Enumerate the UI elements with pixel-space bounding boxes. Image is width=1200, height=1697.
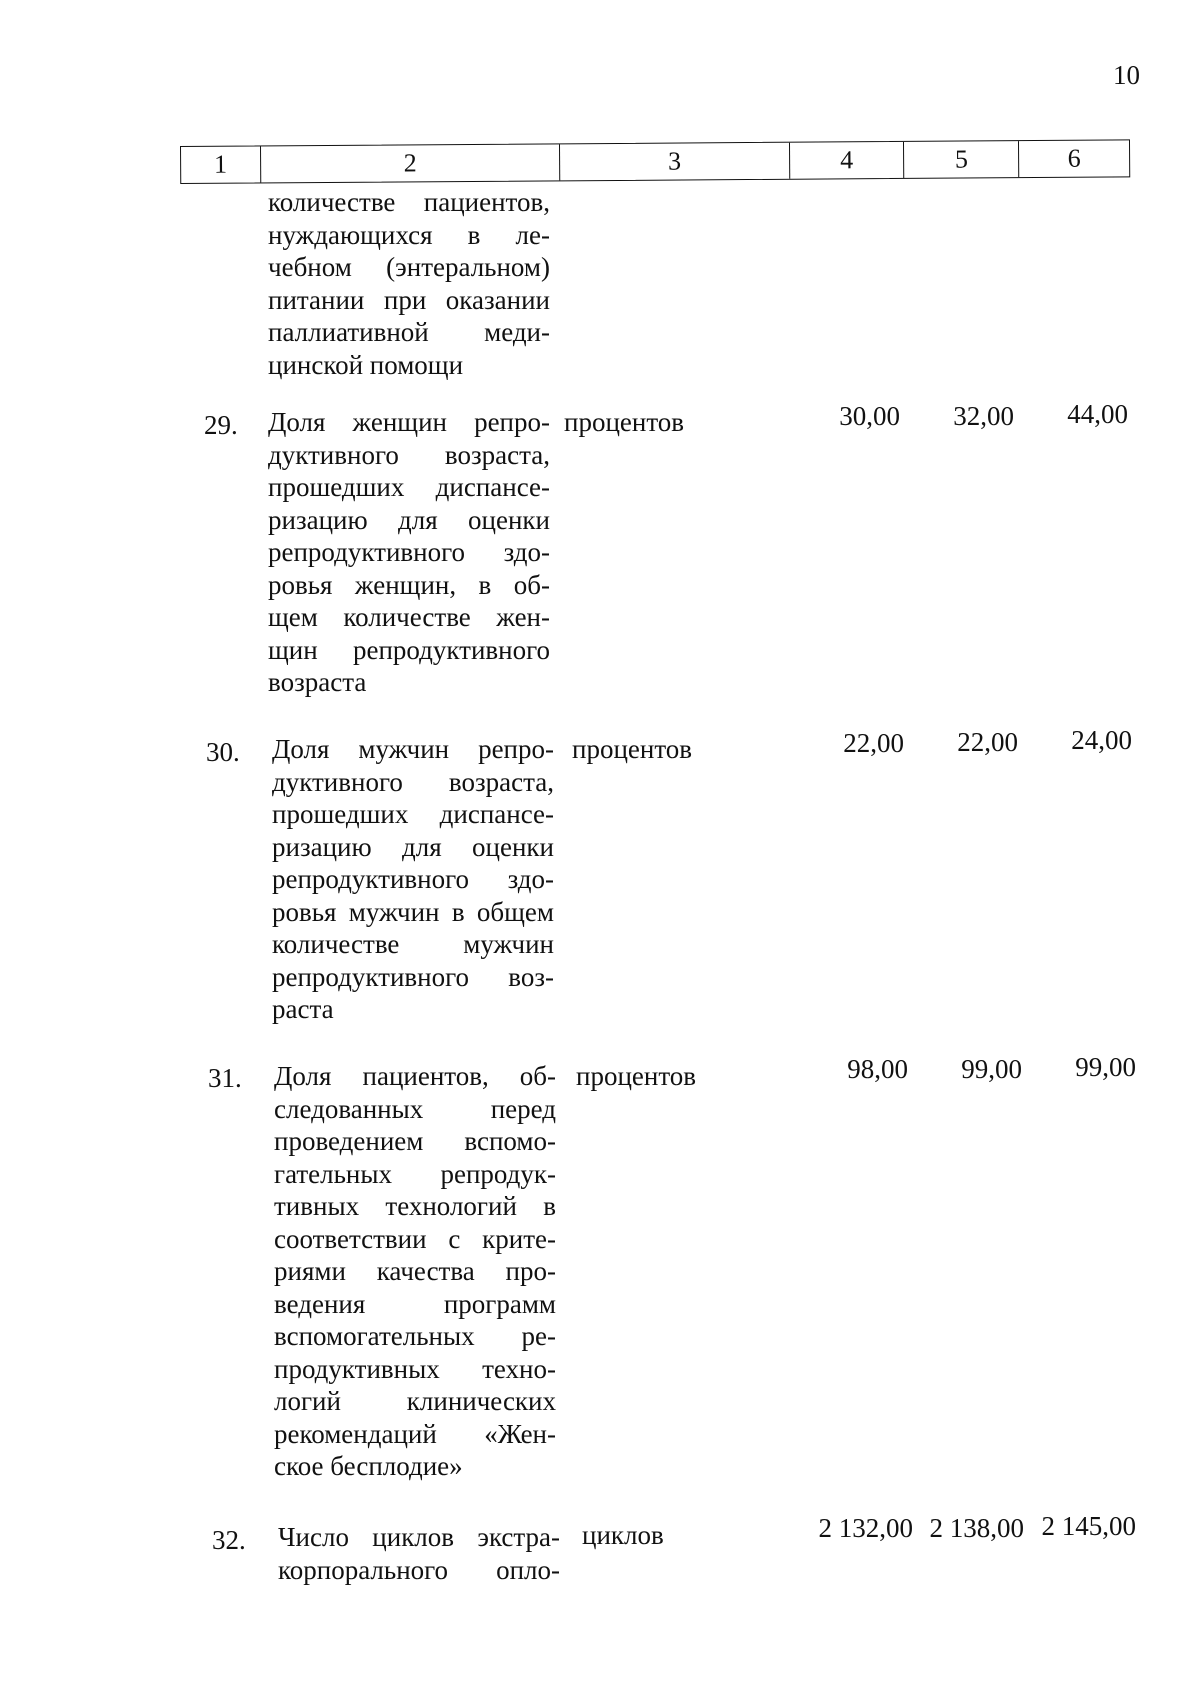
text-line: нуждающихся в ле- [268,219,550,250]
row-value-col6: 99,00 [1075,1052,1136,1082]
row-number: 30. [206,737,240,767]
header-col-1: 1 [181,146,261,183]
row-number: 29. [204,410,238,440]
text-line: прошедших диспансе- [272,799,554,829]
row-value-col4: 98,00 [847,1054,908,1084]
text-line: щем количестве жен- [268,602,550,632]
row-description [268,406,550,699]
text-line: количестве пациентов, [268,187,550,217]
text-line: Доля женщин репро- [268,407,550,437]
text-line: дуктивного возраста, [268,439,550,470]
text-line: чебном (энтеральном) [268,252,550,282]
row-value-col4: 2 132,00 [818,1513,913,1543]
row-unit: процентов [572,734,693,764]
header-col-6: 6 [1067,143,1081,173]
text-line: рекомендаций «Жен- [274,1418,556,1449]
row-description [272,733,554,1026]
text-line: соответствии с крите- [274,1223,556,1254]
row-number: 32. [212,1525,246,1555]
row-value-col4: 30,00 [839,401,900,431]
text-line: тивных технологий в [274,1191,556,1221]
row-unit: циклов [582,1520,664,1550]
text-line: гательных репродук- [274,1158,556,1189]
table-header [180,139,1130,184]
text-line: количестве мужчин [272,929,554,959]
text-line: Доля пациентов, об- [274,1061,556,1091]
text-line: щин репродуктивного [268,634,550,665]
row-value-col5: 2 138,00 [929,1513,1024,1543]
row-unit: процентов [564,407,685,437]
text-line: раста [272,994,334,1024]
header-col-4: 4 [790,142,905,179]
row-value-col5: 99,00 [961,1054,1022,1084]
text-line: ведения программ [274,1288,556,1319]
header-col-2: 2 [261,144,561,182]
text-line: паллиативной меди- [268,317,550,347]
text-line: ровья женщин, в об- [268,569,550,600]
text-line: вспомогательных ре- [274,1321,556,1351]
text-line: логий клинических [274,1386,556,1416]
text-line: ровья мужчин в общем [272,896,554,927]
text-line: Число циклов экстра- [278,1522,560,1552]
text-line: ризацию для оценки [272,831,554,862]
row-number: 31. [208,1063,242,1093]
text-line: питании при оказании [268,284,550,315]
text-line: корпорального опло- [278,1554,560,1585]
page-number: 10 [1113,60,1140,90]
text-line: репродуктивного здо- [268,537,550,567]
text-line: цинской помощи [268,349,464,380]
text-line: риями качества про- [274,1256,556,1286]
text-line: возраста [268,667,367,697]
text-line: проведением вспомо- [274,1126,556,1156]
row-value-col6: 24,00 [1071,725,1132,755]
row-value-col5: 32,00 [953,401,1014,431]
continuation-text [268,186,550,381]
text-line: Доля мужчин репро- [272,734,554,764]
header-col-5: 5 [904,141,1019,178]
header-col-3: 3 [560,143,790,181]
text-line: ское бесплодие» [274,1451,463,1481]
row-value-col6: 2 145,00 [1041,1511,1136,1541]
text-line: продуктивных техно- [274,1353,556,1384]
text-line: дуктивного возраста, [272,766,554,797]
row-value-col6: 44,00 [1067,399,1128,429]
row-description [274,1060,556,1483]
text-line: репродуктивного воз- [272,961,554,992]
row-unit: процентов [576,1061,697,1091]
row-description [278,1521,560,1586]
text-line: репродуктивного здо- [272,864,554,894]
text-line: ризацию для оценки [268,504,550,535]
row-value-col4: 22,00 [843,728,904,758]
row-value-col5: 22,00 [957,727,1018,757]
text-line: прошедших диспансе- [268,472,550,502]
text-line: следованных перед [274,1093,556,1124]
